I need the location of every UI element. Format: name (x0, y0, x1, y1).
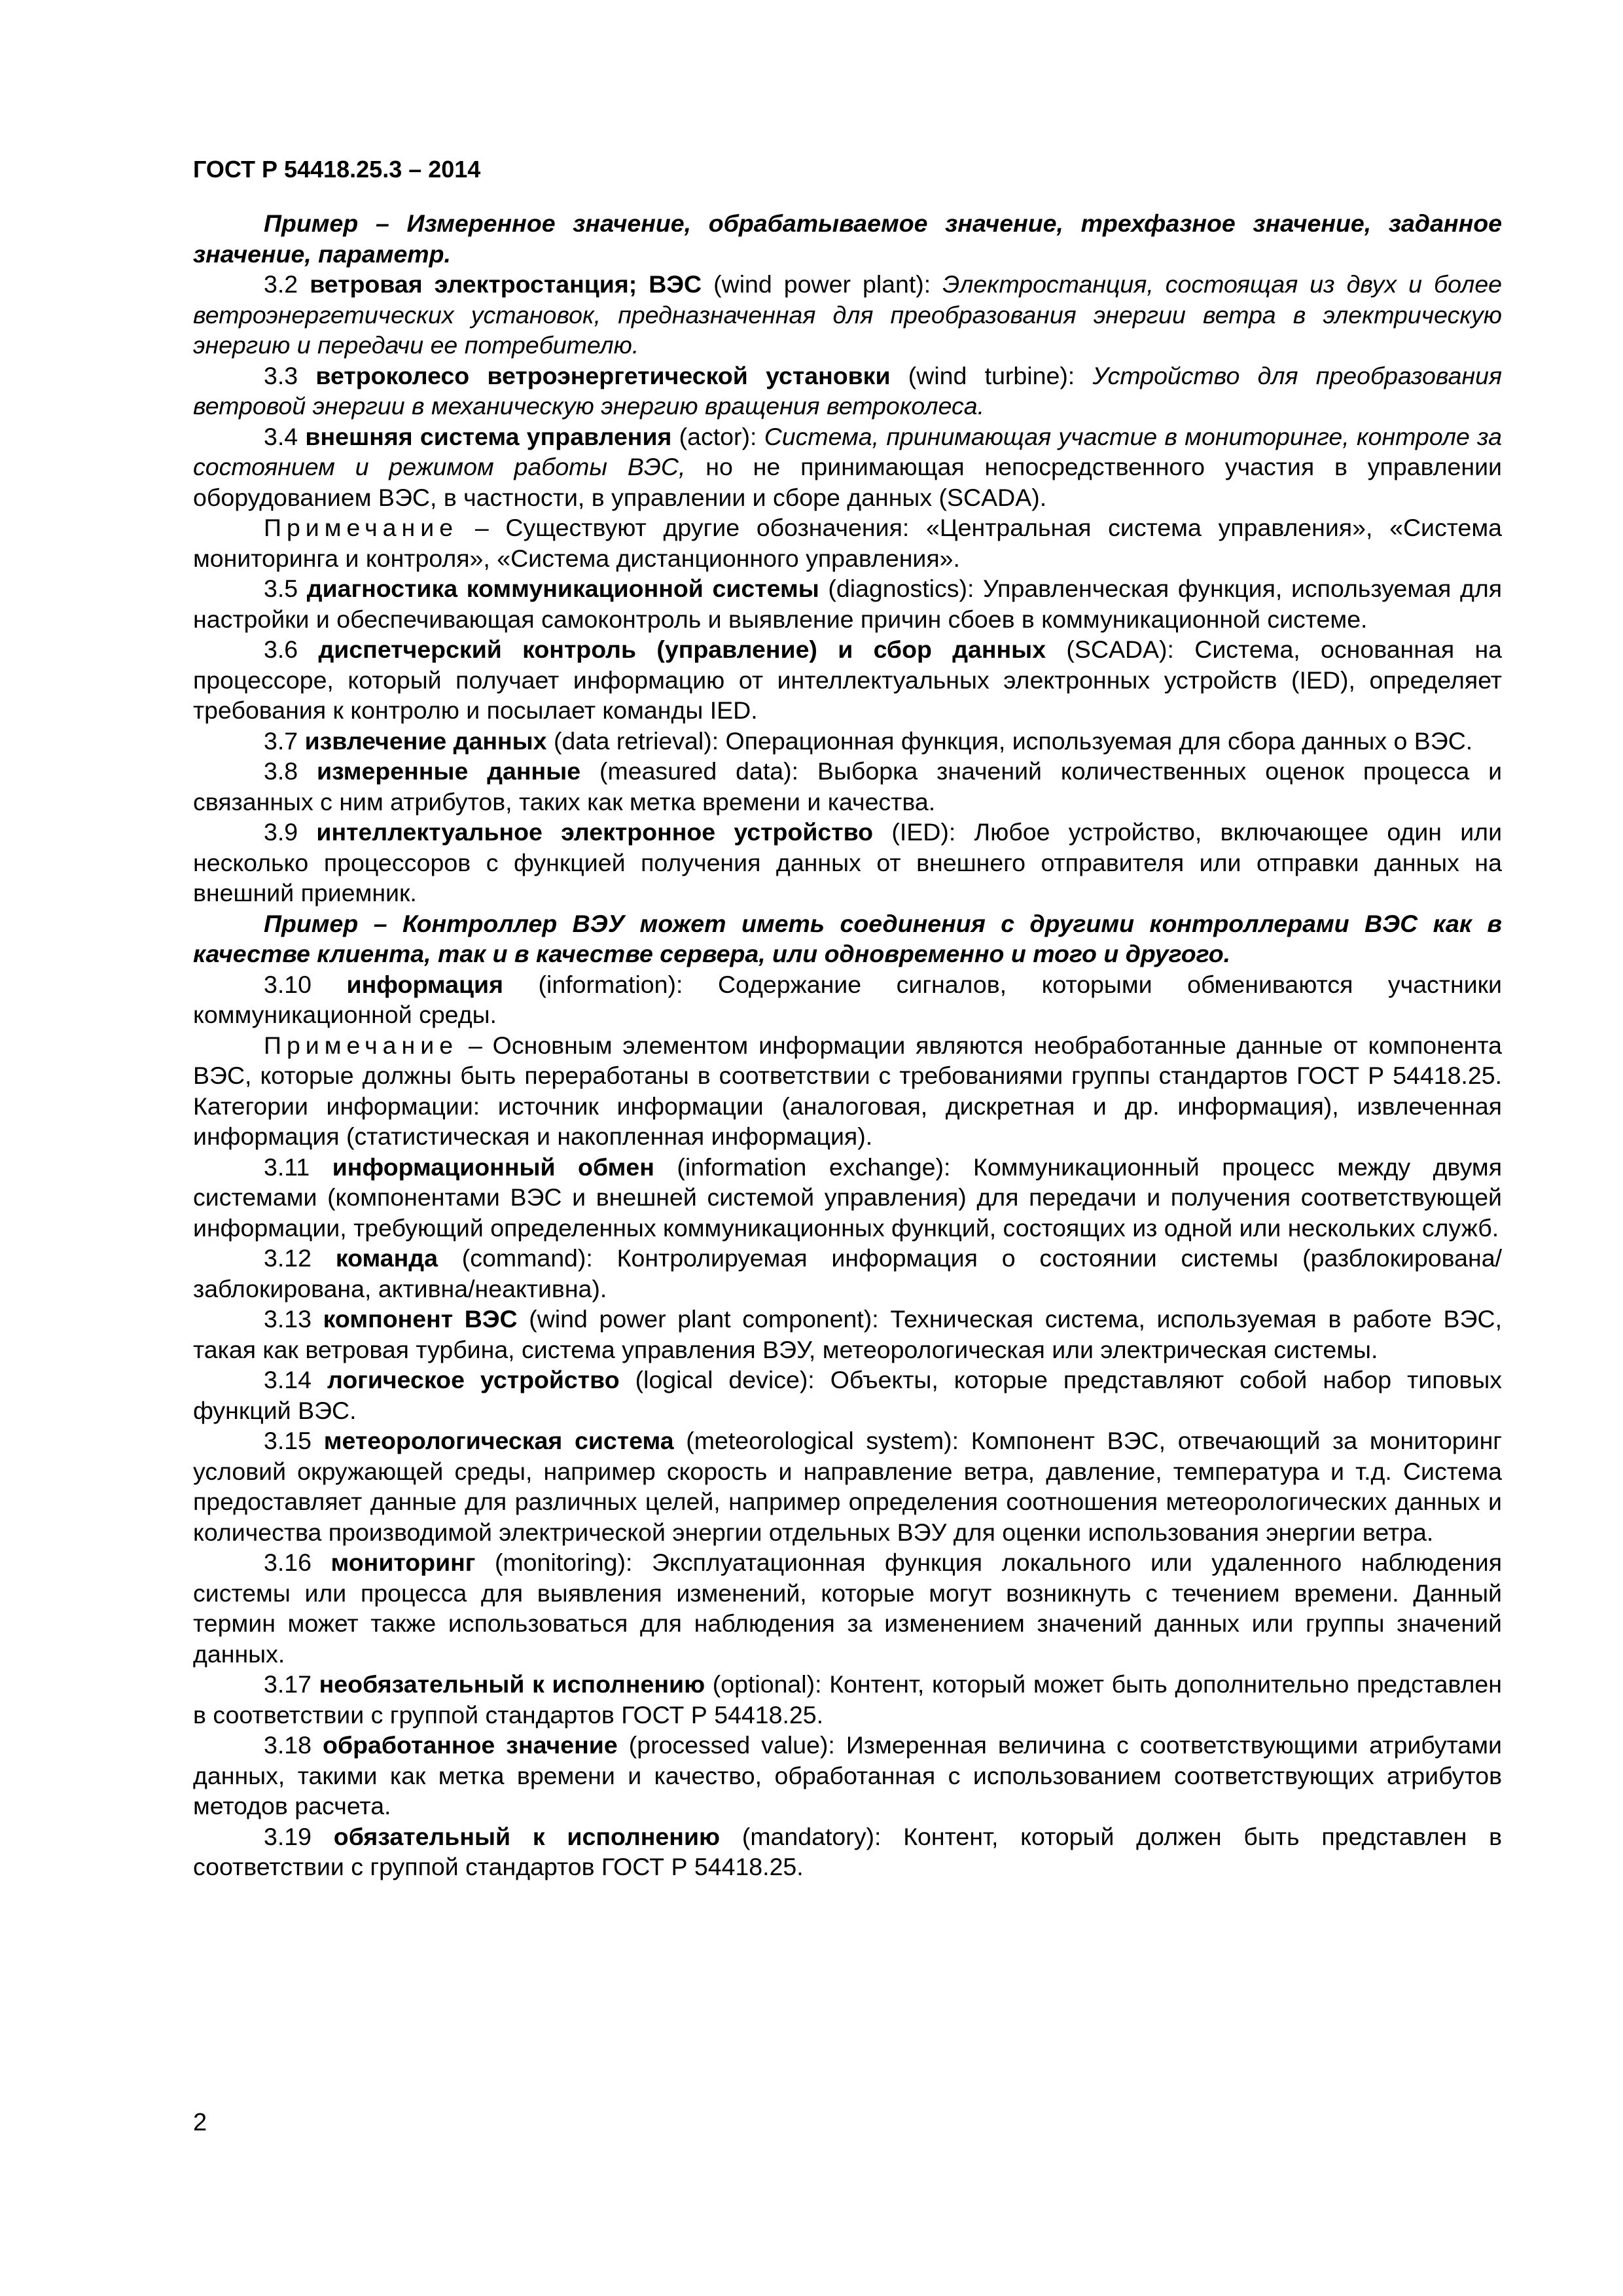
clause-number: 3.13 (264, 1305, 312, 1333)
note-paragraph (193, 1030, 1502, 1152)
definition: Управленческая функция, используемая для настройки и обеспечивающая самоконтроль и выявление причин сбоев в коммуникационной системе. (193, 575, 1503, 633)
definition-3-15 (193, 1426, 1502, 1547)
clause-number: 3.9 (264, 818, 298, 846)
clause-number: 3.19 (264, 1822, 312, 1850)
definition-3-16 (193, 1547, 1502, 1669)
term-english: (mandatory): (741, 1822, 882, 1850)
term: обработанное значение (323, 1731, 618, 1759)
clause-number: 3.7 (264, 726, 298, 755)
term: компонент ВЭС (323, 1305, 518, 1333)
term: логическое устройство (327, 1366, 620, 1393)
term: ветроколесо ветроэнергетической установки (315, 361, 891, 389)
document-body (193, 208, 1502, 1882)
definition: Объекты, которые представляют собой набор типовых функций ВЭС. (193, 1366, 1503, 1424)
term-english: (optional): (712, 1670, 822, 1698)
definition-3-12 (193, 1243, 1502, 1304)
definition-3-6 (193, 634, 1502, 726)
example-paragraph (193, 908, 1502, 969)
definition-3-5 (193, 573, 1502, 634)
definition: Любое устройство, включающее один или несколько процессоров с функцией получения данных от внешнего отправителя или отправки данных на внешний приемник. (193, 818, 1503, 906)
term-english: (processed value): (628, 1731, 835, 1759)
term-english: (SCADA): (1066, 636, 1174, 663)
term-english: (wind turbine): (908, 361, 1075, 389)
term: метеорологическая система (323, 1427, 674, 1454)
clause-number: 3.17 (264, 1670, 312, 1698)
clause-number: 3.18 (264, 1731, 312, 1759)
definition-3-13 (193, 1304, 1502, 1365)
clause-number: 3.12 (264, 1244, 312, 1272)
term-english: (monitoring): (494, 1549, 633, 1576)
clause-number: 3.2 (264, 270, 298, 298)
term-english: (information): (538, 970, 683, 998)
term: ветровая электростанция; ВЭС (310, 270, 702, 298)
note-text: – Основным элементом информации являются необработанные данные от компонента ВЭС, которые должны быть переработаны в соответствии с требованиями группы стандартов ГОСТ Р 54418.25. Категории информации: источник информации (аналоговая, дискретная и др. информация), извлеченная информация (статистическая и накопленная информация). (193, 1031, 1502, 1150)
term-english: (IED): (891, 818, 956, 846)
definition: Измеренная величина с соответствующими атрибутами данных, такими как метка времени и качество, обработанная с использованием соответствующих атрибутов методов расчета. (193, 1731, 1503, 1820)
definition: Контролируемая информация о состоянии системы (разблокирована/заблокирована, активна/неактивна). (193, 1244, 1503, 1302)
term-english: (measured data): (599, 757, 799, 785)
definition-3-7 (193, 726, 1502, 757)
term: обязательный к исполнению (333, 1822, 721, 1850)
term-english: (logical device): (635, 1366, 815, 1393)
term-english: (meteorological system): (686, 1427, 959, 1454)
term: измеренные данные (317, 757, 581, 785)
definition-continuation: но не принимающая непосредственного участия в управлении оборудованием ВЭС, в частности, в управлении и сборе данных (SCADA). (193, 453, 1502, 511)
term-english: (wind power plant): (713, 270, 931, 298)
definition-3-14 (193, 1365, 1502, 1426)
example-text: Пример – Измеренное значение, обрабатываемое значение, трехфазное значение, заданное значение, параметр. (193, 209, 1502, 268)
page-number: 2 (193, 2109, 207, 2136)
term-english: (command): (461, 1244, 593, 1272)
definition: Устройство для преобразования ветровой энергии в механическую энергию вращения ветроколеса. (193, 361, 1502, 420)
definition-3-4 (193, 422, 1502, 513)
definition-3-19 (193, 1821, 1502, 1882)
term: необязательный к исполнению (319, 1670, 705, 1698)
term: мониторинг (330, 1549, 476, 1576)
definition-3-18 (193, 1730, 1502, 1821)
definition: Система, основанная на процессоре, который получает информацию от интеллектуальных электронных устройств (IED), определяет требования к контролю и посылает команды IED. (193, 636, 1503, 724)
definition-3-10 (193, 969, 1502, 1030)
definition: Электростанция, состоящая из двух и более ветроэнергетических установок, предназначенная для преобразования энергии ветра в электрическую энергию и передачи ее потребителю. (193, 270, 1503, 359)
clause-number: 3.5 (264, 575, 298, 602)
term: внешняя система управления (305, 422, 672, 450)
term: извлечение данных (304, 726, 547, 755)
clause-number: 3.16 (264, 1549, 312, 1576)
clause-number: 3.15 (264, 1427, 312, 1454)
definition-3-8 (193, 756, 1502, 817)
definition: Техническая система, используемая в работе ВЭС, такая как ветровая турбина, система управления ВЭУ, метеорологическая или электрическая системы. (193, 1305, 1502, 1363)
definition: Операционная функция, используемая для сбора данных о ВЭС. (725, 726, 1473, 755)
clause-number: 3.3 (264, 361, 298, 389)
definition: Компонент ВЭС, отвечающий за мониторинг условий окружающей среды, например скорость и направление ветра, давление, температура и т.д. Система предоставляет данные для различных целей, например определения соотношения метеорологических данных и количества производимой электрической энергии отдельных ВЭУ для оценки использования энергии ветра. (193, 1427, 1502, 1546)
clause-number: 3.6 (264, 636, 298, 663)
note-label: Примечание (264, 1031, 459, 1059)
term-english: (diagnostics): (828, 575, 974, 602)
definition: Коммуникационный процесс между двумя системами (компонентами ВЭС и внешней системой управления) для передачи и получения соответствующей информации, требующий определенных коммуникационных функций, состоящих из одной или нескольких служб. (193, 1153, 1503, 1242)
note-paragraph (193, 512, 1502, 573)
term: интеллектуальное электронное устройство (316, 818, 874, 846)
definition-3-3 (193, 361, 1502, 422)
definition: Содержание сигналов, которыми обмениваются участники коммуникационной среды. (193, 970, 1502, 1028)
document-header: ГОСТ Р 54418.25.3 – 2014 (193, 156, 481, 183)
term: информационный обмен (332, 1153, 654, 1181)
clause-number: 3.4 (264, 422, 298, 450)
definition-3-9 (193, 817, 1502, 908)
clause-number: 3.11 (264, 1153, 310, 1181)
term-english: (data retrieval): (553, 726, 719, 755)
definition: Контент, который может быть дополнительно представлен в соответствии с группой стандартов ГОСТ Р 54418.25. (193, 1670, 1502, 1729)
clause-number: 3.8 (264, 757, 298, 785)
term: диспетчерский контроль (управление) и сбор данных (318, 636, 1046, 663)
term: команда (335, 1244, 438, 1272)
term-english: (actor): (679, 422, 757, 450)
clause-number: 3.10 (264, 970, 312, 998)
term: диагностика коммуникационной системы (306, 575, 819, 602)
note-label: Примечание (264, 514, 459, 541)
example-text: Пример – Контроллер ВЭУ может иметь соединения с другими контроллерами ВЭС как в качестве клиента, так и в качестве сервера, или одновременно и того и другого. (193, 909, 1502, 967)
term: информация (346, 970, 503, 998)
definition: Система, принимающая участие в мониторинге, контроле за состоянием и режимом работы ВЭС, (193, 422, 1503, 480)
definition: Выборка значений количественных оценок процесса и связанных с ним атрибутов, таких как метка времени и качества. (193, 757, 1503, 816)
definition-3-2 (193, 269, 1502, 361)
definition-3-17 (193, 1669, 1502, 1730)
term-english: (wind power plant component): (529, 1305, 879, 1333)
note-text: – Существуют другие обозначения: «Центральная система управления», «Система мониторинга и контроля», «Система дистанционного управления». (193, 514, 1502, 572)
example-paragraph (193, 208, 1502, 269)
definition: Контент, который должен быть представлен в соответствии с группой стандартов ГОСТ Р 54418.25. (193, 1822, 1503, 1880)
definition-3-11 (193, 1152, 1502, 1244)
term-english: (information exchange): (677, 1153, 951, 1181)
clause-number: 3.14 (264, 1366, 312, 1393)
definition: Эксплуатационная функция локального или удаленного наблюдения системы или процесса для выявления изменений, которые могут возникнуть с течением времени. Данный термин может также использоваться для наблюдения за изменением значений данных или группы значений данных. (193, 1549, 1503, 1668)
